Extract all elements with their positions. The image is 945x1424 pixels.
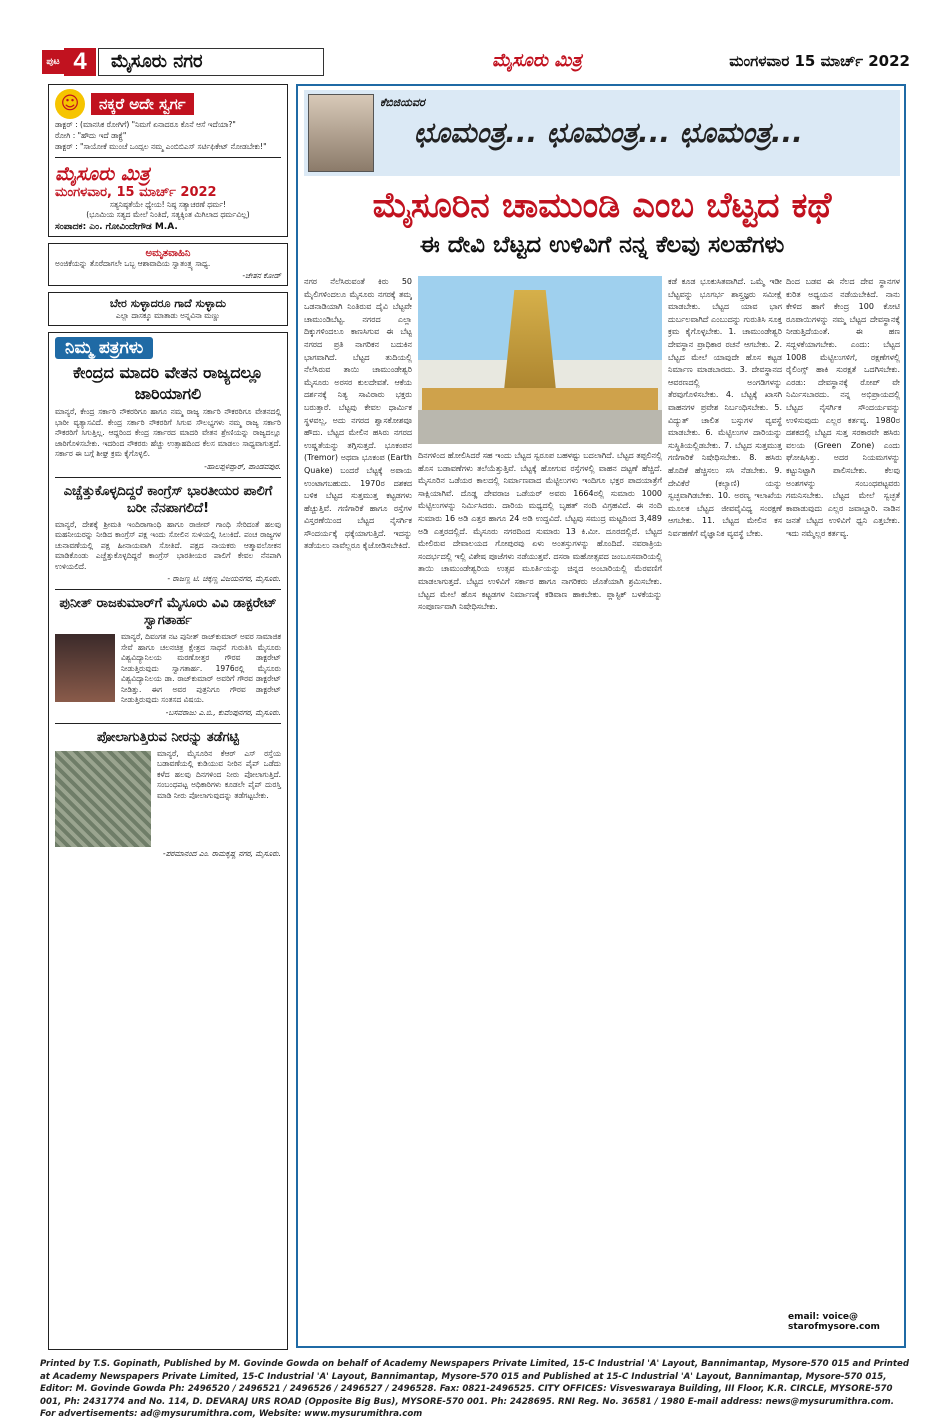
letter-headline: ಪೋಲಾಗುತ್ತಿರುವ ನೀರನ್ನು ತಡೆಗಟ್ಟಿ: [97, 729, 239, 745]
amruthavahini-text: ಅಂಜಿಕೆಯನ್ನು ತೊರೆದಾಗಲೇ ಒಬ್ಬ ಆಶಾವಾದಿಯ ಸ್ವಾತಂತ್ರ್ಯ ಸಾಧ್ಯ.: [55, 259, 211, 268]
issue-date: ಮಂಗಳವಾರ 15 ಮಾರ್ಚ್ 2022: [729, 52, 910, 70]
section-name: ಮೈಸೂರು ನಗರ: [98, 48, 324, 76]
article-column-2-text: ದಿನಗಳಿಂದ ಹೋಲಿಸಿದರೆ ಸಹ ಇಂದು ಬೆಟ್ಟದ ಸ್ವರೂಪ ಬಹಳಷ್ಟು ಬದಲಾಗಿದೆ. ಬೆಟ್ಟದ ತಪ್ಪಲಿನಲ್ಲಿ ಹೊಸ ಬಡಾವಣೆಗಳು ತಲೆಯೆತ್ತುತ್ತಿವೆ. ಬೆಟ್ಟಕ್ಕೆ ಹೋಗುವ ರಸ್ತೆಗಳಲ್ಲಿ ವಾಹನ ದಟ್ಟಣೆ ಹೆಚ್ಚಿದೆ. ಮೈಸೂರಿನ ಒಡೆಯರ ಕಾಲದಲ್ಲಿ ನಿರ್ಮಾಣವಾದ ಮೆಟ್ಟಿಲುಗಳು ಇಂದಿಗೂ ಭಕ್ತರ ಪಾದಯಾತ್ರೆಗೆ ಸಾಕ್ಷಿಯಾಗಿವೆ. ದೊಡ್ಡ ದೇವರಾಜ ಒಡೆಯರ್ ಅವರು 1664ರಲ್ಲಿ ಸುಮಾರು 1000 ಮೆಟ್ಟಿಲುಗಳನ್ನು ನಿರ್ಮಿಸಿದರು. ದಾರಿಯ ಮಧ್ಯದಲ್ಲಿ ಬೃಹತ್ ನಂದಿ ವಿಗ್ರಹವಿದೆ. ಈ ನಂದಿ ಸುಮಾರು 16 ಅಡಿ ಎತ್ತರ ಹಾಗೂ 24 ಅಡಿ ಉದ್ದವಿದೆ. ಬೆಟ್ಟವು ಸಮುದ್ರ ಮಟ್ಟದಿಂದ 3,489 ಅಡಿ ಎತ್ತರದಲ್ಲಿದೆ. ಮೈಸೂರು ನಗರದಿಂದ ಸುಮಾರು 13 ಕಿ.ಮೀ. ದೂರದಲ್ಲಿದೆ. ಬೆಟ್ಟದ ಮೇಲಿರುವ ದೇವಾಲಯದ ಗೋಪುರವು ಏಳು ಅಂತಸ್ತುಗಳನ್ನು ಹೊಂದಿದೆ. ನವರಾತ್ರಿಯ ಸಂದರ್ಭದಲ್ಲಿ ಇಲ್ಲಿ ವಿಶೇಷ ಪೂಜೆಗಳು ನಡೆಯುತ್ತವೆ. ದಸರಾ ಮಹೋತ್ಸವದ ಜಂಬೂಸವಾರಿಯಲ್ಲಿ ತಾಯಿ ಚಾಮುಂಡೇಶ್ವರಿಯ ಉತ್ಸವ ಮೂರ್ತಿಯನ್ನು ಚಿನ್ನದ ಅಂಬಾರಿಯಲ್ಲಿ ಮೆರವಣಿಗೆ ಮಾಡಲಾಗುತ್ತದೆ. ಬೆಟ್ಟದ ಉಳಿವಿಗೆ ಸರ್ಕಾರ ಹಾಗೂ ನಾಗರಿಕರು ಜೊತೆಯಾಗಿ ಶ್ರಮಿಸಬೇಕು. ಬೆಟ್ಟದ ಮೇಲೆ ಹೊಸ ಕಟ್ಟಡಗಳ ನಿರ್ಮಾಣಕ್ಕೆ ಕಡಿವಾಣ ಹಾಕಬೇಕು. ಪ್ಲಾಸ್ಟಿಕ್ ಬಳಕೆಯನ್ನು ಸಂಪೂರ್ಣವಾಗಿ ನಿಷೇಧಿಸಬೇಕು.: [418, 451, 662, 612]
motto: ಸತ್ಯನಿಷ್ಠತೆಯೇ ಧ್ಯೇಯ! ನಿಷ್ಠ ಸತ್ಯಾಚರಣೆ ಧರ್ಮ!: [109, 200, 227, 209]
motto-translation: (ಭೂಮಿಯ ಸತ್ಯದ ಮೇಲೆ ನಿಂತಿದೆ, ಸತ್ಯಕ್ಕಿಂತ ಮಿಗಿಲಾದ ಧರ್ಮವಿಲ್ಲ): [86, 210, 250, 219]
page-header: [40, 48, 910, 76]
proverb-box: [48, 292, 288, 326]
letter-signature: -ಪರಮಾನಂದ ಎಂ. ರಾಮಕೃಷ್ಣ ನಗರ, ಮೈಸೂರು.: [162, 848, 281, 858]
author-name: ಕೆಬಿಜಿಯವರ: [380, 96, 425, 109]
contact-email[interactable]: [788, 1312, 880, 1332]
letter-signature: - ರಾಜಣ್ಣ ಟಿ. ಚಿಕ್ಕಣ್ಣ ವಿಜಯನಗರ, ಮೈಸೂರು.: [167, 574, 281, 583]
laughing-face-icon: ☺: [55, 89, 85, 119]
letter-signature: -ಬಸವರಾಜು ಎ.ಬಿ., ಕುವೆಂಪುನಗರ, ಮೈಸೂರು.: [165, 707, 281, 717]
article-subheadline: ಈ ದೇವಿ ಬೆಟ್ಟದ ಉಳಿವಿಗೆ ನನ್ನ ಕೆಲವು ಸಲಹೆಗಳು: [419, 232, 785, 258]
letter-headline: ಕೇಂದ್ರದ ಮಾದರಿ ವೇತನ ರಾಜ್ಯದಲ್ಲೂ ಜಾರಿಯಾಗಲಿ: [72, 363, 264, 403]
pipe-leak-photo: [55, 751, 151, 847]
letter-headline: ಎಚ್ಚೆತ್ತುಕೊಳ್ಳದಿದ್ದರೆ ಕಾಂಗ್ರೆಸ್ ಭಾರತೀಯರ ಪಾಲಿಗೆ ಬರೀ ನೆನಪಾಗಲಿದೆ!: [63, 483, 273, 516]
masthead-logo: ಮೈಸೂರು ಮಿತ್ರ: [492, 50, 582, 71]
nakkare-title: ನಕ್ಕರೆ ಅದೇ ಸ್ವರ್ಗ: [91, 93, 194, 115]
amruthavahini-box: [48, 243, 288, 286]
article-column-4: ದಿಂದ ಬಡವ ಈ ನೆಲದ ದೇವ ಸ್ಥಾನಗಳ ಕುರಿತ ಅಧ್ಯಯನ ನಡೆಯಬೇಕಿದೆ. ನಾನು ಕೇಳಿದ ಹಾಗೆ ಕೇಂದ್ರ 100 ಕೋಟಿ ರೂಪಾಯಿಗಳನ್ನು ನಮ್ಮ ಬೆಟ್ಟದ ದೇವಸ್ಥಾನಕ್ಕೆ ನೀಡುತ್ತಿದೆಯಂತೆ. ಈ ಹಣ ಸದ್ಬಳಕೆಯಾಗಬೇಕು. ಎಂದು: ಬೆಟ್ಟದ 1008 ಮೆಟ್ಟಿಲುಗಳಿಗೆ, ರಕ್ಷಣೆಗಳಲ್ಲಿ ರೈಲಿಂಗ್ಸ್ ಹಾಕಿ ಸುರಕ್ಷತೆ ಒದಗಿಸಬೇಕು. ಎರಡು: ದೇವಸ್ಥಾನಕ್ಕೆ ರೋಪ್ ವೇ ನಿರ್ಮಿಸಬಾರದು. ನನ್ನ ಅಭಿಪ್ರಾಯದಲ್ಲಿ ಬೆಟ್ಟದ ನೈಸರ್ಗಿಕ ಸೌಂದರ್ಯವನ್ನು ಉಳಿಸುವುದು ಎಲ್ಲರ ಕರ್ತವ್ಯ. 1980ರ ದಶಕದಲ್ಲಿ ಬೆಟ್ಟದ ಸುತ್ತ ಸರಕಾರವೇ ಹಸಿರು ವಲಯ (Green Zone) ಎಂದು ಘೋಷಿಸಿತ್ತು. ಅದರ ನಿಯಮಗಳನ್ನು ಕಟ್ಟುನಿಟ್ಟಾಗಿ ಪಾಲಿಸಬೇಕು. ಕೆಲವು ಅಂಶಗಳನ್ನು ಸಂಬಂಧಪಟ್ಟವರು ಗಮನಿಸಬೇಕು. ಬೆಟ್ಟದ ಮೇಲೆ ಸ್ವಚ್ಛತೆ ಕಾಪಾಡುವುದು ಎಲ್ಲರ ಜವಾಬ್ದಾರಿ. ನಾಡಿನ ಜನತೆ ಬೆಟ್ಟದ ಉಳಿವಿಗೆ ಧ್ವನಿ ಎತ್ತಬೇಕು. ಇದು ನಮ್ಮೆಲ್ಲರ ಕರ್ತವ್ಯ.: [786, 277, 900, 538]
temple-wall-shape: [422, 388, 658, 410]
proverb-line: ಬೇರ ಸುಳ್ಳಾದರೂ ಗಾದೆ ಸುಳ್ಳಾದು: [109, 297, 227, 310]
letter-headline: ಪುನೀತ್ ರಾಜಕುಮಾರ್‌ಗೆ ಮೈಸೂರು ವಿವಿ ಡಾಕ್ಟರೇಟ್ ಸ್ವಾಗತಾರ್ಹ: [59, 596, 277, 628]
editor-line: ಸಂಪಾದಕ: ಎಂ. ಗೋವಿಂದೇಗೌಡ M.A.: [55, 222, 178, 232]
print-imprint: Printed by T.S. Gopinath, Published by M. Govinde Gowda on behalf of Academy Newspapers Private Limited, 15-C Industrial 'A' Layout, Bannimantap, Mysore-570 015 and Printed at Academy Newspapers Private Limited, 15-C Industrial 'A' Layout, Bannimantap, Mysore-570 015 and Published at 15-C Industrial 'A' Layout, Bannimantap, Mysore-570 015, Editor: M. Govinde Gowda Ph: 2496520 / 2496521 / 2496526 / 2496527 / 2496528. Fax: 0821-2496525. CITY OFFICES: Visveswaraya Building, III Floor, K.R. CIRCLE, MYSORE-570 001, Ph: 2431774 and No. 114, D. DEVARAJ URS ROAD (Opposite Big Bus), MYSORE-570 001. Ph: 2428695. RNI Reg. No. 36581 / 1980 E-mail address: news@mysurumithra.com. For advertisements: ad@mysurumithra.com, Website: www.mysurumithra.com: [40, 1359, 909, 1420]
joke-line: ಡಾಕ್ಟರ್ : "ಸಾಯೋಕೆ ಮುಂಚೆ ಒಂದ್ಸಲ ನಮ್ಮ ಎಂಬಿಬಿಎಸ್ ಸರ್ಟಿಫಿಕೇಟ್ ನೋಡಬೇಕು!": [55, 142, 267, 151]
joke-line: ಡಾಕ್ಟರ್ : (ಮಾನಸಿಕ ರೋಗಿಗೆ) "ನಿಮಗೆ ಏನಾದರೂ ಕೊನೆ ಆಸೆ ಇದೆಯಾ?": [55, 120, 236, 129]
page-label: ಪುಟ: [42, 50, 64, 74]
article-column-1: ನಗರ ನೆಲೆಸಿರುವಂತೆ ಕಿರು 50 ಮೈಲಿಗಳಿಂದಲೂ ಮೈಸೂರು ನಗರಕ್ಕೆ ತಮ್ಮ ಒಡನಾಡಿಯಾಗಿ ನಿಂತಿರುವ ದೈವಿ ಬೆಟ್ಟವೇ ಚಾಮುಂಡಿಬೆಟ್ಟ. ನಗರದ ಎಲ್ಲಾ ದಿಕ್ಕುಗಳಿಂದಲೂ ಕಾಣಸಿಗುವ ಈ ಬೆಟ್ಟ ನಗರದ ಪ್ರತಿ ನಾಗರಿಕನ ಬದುಕಿನ ಭಾಗವಾಗಿದೆ. ಬೆಟ್ಟದ ತುದಿಯಲ್ಲಿ ನೆಲೆಸಿರುವ ತಾಯಿ ಚಾಮುಂಡೇಶ್ವರಿ ಮೈಸೂರು ಅರಸರ ಕುಲದೇವತೆ. ಆಕೆಯ ದರ್ಶನಕ್ಕೆ ನಿತ್ಯ ಸಾವಿರಾರು ಭಕ್ತರು ಬರುತ್ತಾರೆ. ಬೆಟ್ಟವು ಕೇವಲ ಧಾರ್ಮಿಕ ಸ್ಥಳವಲ್ಲ, ಅದು ನಗರದ ಶ್ವಾಸಕೋಶವೂ ಹೌದು. ಬೆಟ್ಟದ ಮೇಲಿನ ಹಸಿರು ನಗರದ ಉಷ್ಣತೆಯನ್ನು ತಗ್ಗಿಸುತ್ತದೆ. ಭೂಕಂಪನ (Tremor) ಅಥವಾ ಭೂಕಂಪ (Earth Quake) ಬಂದರೆ ಬೆಟ್ಟಕ್ಕೆ ಅಪಾಯ ಉಂಟಾಗಬಹುದು. 1970ರ ದಶಕದ ಬಳಿಕ ಬೆಟ್ಟದ ಸುತ್ತಮುತ್ತ ಕಟ್ಟಡಗಳು ಹೆಚ್ಚುತ್ತಿವೆ. ಗಣಿಗಾರಿಕೆ ಹಾಗೂ ರಸ್ತೆಗಳ ವಿಸ್ತರಣೆಯಿಂದ ಬೆಟ್ಟದ ನೈಸರ್ಗಿಕ ಸೌಂದರ್ಯಕ್ಕೆ ಧಕ್ಕೆಯಾಗುತ್ತಿದೆ. ಇದನ್ನು ತಡೆಯಲು ನಾವೆಲ್ಲರೂ ಕೈಜೋಡಿಸಬೇಕಿದೆ.: [304, 277, 412, 551]
page-number: 4: [64, 48, 96, 76]
article-column-3: ಕಡೆ ಕೂಡ ಭೂಕುಸಿತವಾಗಿದೆ. ಒಮ್ಮೆ ಇಡೀ ಬೆಟ್ಟವನ್ನು ಭೂಗರ್ಭ ಶಾಸ್ತ್ರಜ್ಞರು ಸಮೀಕ್ಷೆ ಮಾಡಬೇಕು. ಬೆಟ್ಟದ ಯಾವ ಭಾಗ ದುರ್ಬಲವಾಗಿದೆ ಎಂಬುದನ್ನು ಗುರುತಿಸಿ ಸೂಕ್ತ ಕ್ರಮ ಕೈಗೊಳ್ಳಬೇಕು. 1. ಚಾಮುಂಡೇಶ್ವರಿ ದೇವಸ್ಥಾನ ಪ್ರಾಧಿಕಾರ ರಚನೆ ಆಗಬೇಕು. 2. ಬೆಟ್ಟದ ಮೇಲೆ ಯಾವುದೇ ಹೊಸ ಕಟ್ಟಡ ನಿರ್ಮಾಣ ಮಾಡಬಾರದು. 3. ದೇವಸ್ಥಾನದ ಆವರಣದಲ್ಲಿ ಅಂಗಡಿಗಳನ್ನು ತೆರವುಗೊಳಿಸಬೇಕು. 4. ಬೆಟ್ಟಕ್ಕೆ ಖಾಸಗಿ ವಾಹನಗಳ ಪ್ರವೇಶ ನಿರ್ಬಂಧಿಸಬೇಕು. 5. ವಿದ್ಯುತ್ ಚಾಲಿತ ಬಸ್ಸುಗಳ ವ್ಯವಸ್ಥೆ ಮಾಡಬೇಕು. 6. ಮೆಟ್ಟಿಲುಗಳ ದಾರಿಯನ್ನು ಸುಸ್ಥಿತಿಯಲ್ಲಿಡಬೇಕು. 7. ಬೆಟ್ಟದ ಸುತ್ತಮುತ್ತ ಗಣಿಗಾರಿಕೆ ನಿಷೇಧಿಸಬೇಕು. 8. ಹಸಿರು ಹೊದಿಕೆ ಹೆಚ್ಚಿಸಲು ಸಸಿ ನೆಡಬೇಕು. 9. ದೇವಿಕೆರೆ (ಕಲ್ಯಾಣಿ) ಯನ್ನು ಸ್ವಚ್ಛವಾಗಿಡಬೇಕು. 10. ಅರಣ್ಯ ಇಲಾಖೆಯ ಮೂಲಕ ಬೆಟ್ಟದ ಜೀವವೈವಿಧ್ಯ ಸಂರಕ್ಷಣೆ ಆಗಬೇಕು. 11. ಬೆಟ್ಟದ ಮೇಲಿನ ಕಸ ನಿರ್ವಹಣೆಗೆ ವೈಜ್ಞಾನಿಕ ವ್ಯವಸ್ಥೆ ಬೇಕು.: [668, 277, 782, 538]
temple-photo: [418, 276, 662, 444]
letters-section: [48, 332, 288, 1350]
paper-logo: ಮೈಸೂರು ಮಿತ್ರ: [55, 163, 150, 185]
contact-email-label: email: voice@: [788, 1312, 859, 1322]
letter-body: ಮಾನ್ಯರೆ, ಕೇಂದ್ರ ಸರ್ಕಾರಿ ನೌಕರರಿಗೂ ಹಾಗೂ ನಮ್ಮ ರಾಜ್ಯ ಸರ್ಕಾರಿ ನೌಕರರಿಗೂ ವೇತನದಲ್ಲಿ ಭಾರೀ ವ್ಯತ್ಯಾಸವಿದೆ. ಕೇಂದ್ರ ಸರ್ಕಾರಿ ನೌಕರರಿಗೆ ಸಿಗುವ ಸೌಲಭ್ಯಗಳು ನಮ್ಮ ರಾಜ್ಯ ಸರ್ಕಾರಿ ನೌಕರರಿಗೆ ಸಿಗುತ್ತಿಲ್ಲ. ಆದ್ದರಿಂದ ಕೇಂದ್ರ ಸರ್ಕಾರದ ಮಾದರಿ ವೇತನ ಶ್ರೇಣಿಯನ್ನು ರಾಜ್ಯದಲ್ಲೂ ಜಾರಿಗೊಳಿಸಬೇಕು. ಇದರಿಂದ ನೌಕರರು ಹೆಚ್ಚು ಉತ್ಸಾಹದಿಂದ ಕೆಲಸ ಮಾಡಲು ಸಾಧ್ಯವಾಗುತ್ತದೆ. ಸರ್ಕಾರ ಈ ಬಗ್ಗೆ ಶೀಘ್ರ ಕ್ರಮ ಕೈಗೊಳ್ಳಲಿ.: [55, 407, 281, 458]
letter-signature: -ಹಾಲಪ್ಪಳಿಪ್ಪಾರ್, ಪಾಂಡವಪುರ.: [204, 461, 281, 471]
author-photo: [308, 94, 374, 172]
joke-line: ರೋಗಿ : "ಹೌದು ಇದೆ ಡಾಕ್ಟ್ರೆ": [55, 131, 127, 140]
letter-body: ಮಾನ್ಯರೆ, ಮೈಸೂರಿನ ಕೆಆರ್ ಎಸ್ ರಸ್ತೆಯ ಬಡಾವಣೆಯಲ್ಲಿ ಕುಡಿಯುವ ನೀರಿನ ಪೈಪ್ ಒಡೆದು ಕಳೆದ ಹಲವು ದಿನಗಳಿಂದ ನೀರು ಪೋಲಾಗುತ್ತಿದೆ. ಸಂಬಂಧಪಟ್ಟ ಅಧಿಕಾರಿಗಳು ಕೂಡಲೇ ಪೈಪ್ ದುರಸ್ತಿ ಮಾಡಿ ನೀರು ಪೋಲಾಗುವುದನ್ನು ತಡೆಗಟ್ಟಬೇಕು.: [157, 748, 281, 800]
proverb-line: ಎಲ್ಲಾ ದಾಸಕ್ಕೂ ಮಾತಾಡು ಅನ್ನವಿನಾ ಮಣ್ಣು: [115, 311, 221, 320]
ground-shape: [418, 410, 662, 444]
letters-banner: ನಿಮ್ಮ ಪತ್ರಗಳು: [55, 337, 153, 359]
column-banner: [304, 90, 900, 176]
box-date: ಮಂಗಳವಾರ, 15 ಮಾರ್ಚ್ 2022: [55, 185, 217, 200]
column-title: ಛೂಮಂತ್ರ... ಛೂಮಂತ್ರ... ಛೂಮಂತ್ರ...: [414, 116, 803, 149]
article-headline: ಮೈಸೂರಿನ ಚಾಮುಂಡಿ ಎಂಬ ಬೆಟ್ಟದ ಕಥೆ: [372, 186, 832, 226]
nakkare-box: [48, 84, 288, 237]
amruthavahini-author: -ಚೇತನ ಕೋಡ್: [242, 271, 281, 280]
article-column-2: [418, 276, 662, 1340]
feature-article: [296, 84, 906, 1348]
contact-website: starofmysore.com: [788, 1322, 880, 1332]
left-column: [48, 84, 288, 1254]
letter-body: ಮಾನ್ಯರೆ, ದಿವಂಗತ ನಟ ಪುನೀತ್ ರಾಜ್‌ಕುಮಾರ್ ಅವರ ಸಾಮಾಜಿಕ ಸೇವೆ ಹಾಗೂ ಚಲನಚಿತ್ರ ಕ್ಷೇತ್ರದ ಸಾಧನೆ ಗುರುತಿಸಿ ಮೈಸೂರು ವಿಶ್ವವಿದ್ಯಾನಿಲಯ ಮರಣೋತ್ತರ ಗೌರವ ಡಾಕ್ಟರೇಟ್ ನೀಡುತ್ತಿರುವುದು ಸ್ವಾಗತಾರ್ಹ. 1976ರಲ್ಲಿ ಮೈಸೂರು ವಿಶ್ವವಿದ್ಯಾನಿಲಯ ಡಾ. ರಾಜ್‌ಕುಮಾರ್ ಅವರಿಗೆ ಗೌರವ ಡಾಕ್ಟರೇಟ್ ನೀಡಿತ್ತು. ಈಗ ಅವರ ಪುತ್ರನಿಗೂ ಗೌರವ ಡಾಕ್ಟರೇಟ್ ನೀಡುತ್ತಿರುವುದು ಸಂತಸದ ವಿಷಯ.: [121, 632, 281, 704]
portrait-photo: [55, 634, 115, 702]
letter-body: ಮಾನ್ಯರೆ, ದೇಶಕ್ಕೆ ಶ್ರೀಮತಿ ಇಂದಿರಾಗಾಂಧಿ ಹಾಗೂ ರಾಜೀವ್ ಗಾಂಧಿ ಸೇರಿದಂತೆ ಹಲವು ಮಹನೀಯರನ್ನು ನೀಡಿದ ಕಾಂಗ್ರೆಸ್ ಪಕ್ಷ ಇಂದು ಸೋಲಿನ ಸುಳಿಯಲ್ಲಿ ಸಿಲುಕಿದೆ. ಪಂಚ ರಾಜ್ಯಗಳ ಚುನಾವಣೆಯಲ್ಲಿ ಪಕ್ಷ ಹೀನಾಯವಾಗಿ ಸೋತಿದೆ. ಪಕ್ಷದ ನಾಯಕರು ಆತ್ಮಾವಲೋಕನ ಮಾಡಿಕೊಂಡು ಎಚ್ಚೆತ್ತುಕೊಳ್ಳದಿದ್ದರೆ ಕಾಂಗ್ರೆಸ್ ಭಾರತೀಯರ ಪಾಲಿಗೆ ಕೇವಲ ನೆನಪಾಗಿ ಉಳಿಯಲಿದೆ.: [55, 519, 281, 571]
amruthavahini-title: ಅಮೃತವಾಹಿನಿ: [145, 248, 191, 259]
